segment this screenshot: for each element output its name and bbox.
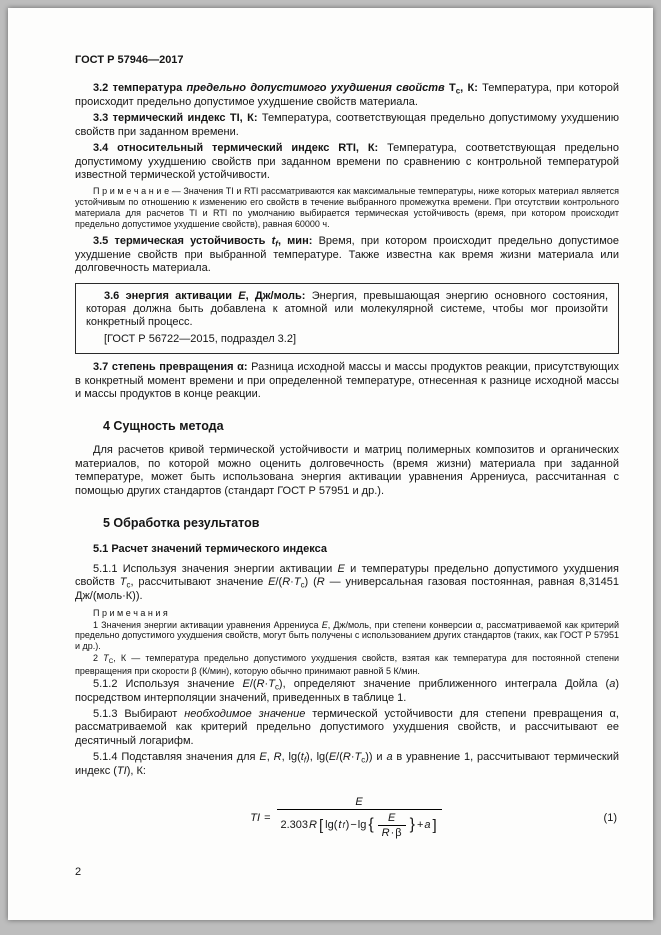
equation-inner-fraction	[378, 811, 406, 840]
minus-sign: −	[350, 819, 357, 832]
equation-number: (1)	[603, 811, 617, 824]
note-1-5-1-1: 1 Значения энергии активации уравнения Аррениуса E, Дж/моль, при степени конверсии α, рассматриваемой как критерий предельно допустимого ухудшения свойств, могут быть получены с использованием других стандартов (таких, как ГОСТ Р 57951 и др.).	[75, 619, 619, 652]
paragraph-5-1-2: 5.1.2 Используя значение $E/(R\cdot T_c)$, определяют значение приближенного интеграла Дойла (a) посредством интерполяции значений, приведенных в таблице 1.	[75, 677, 619, 704]
document-designation: ГОСТ Р 57946—2017	[75, 54, 184, 66]
plus-sign: +	[416, 819, 424, 832]
left-bracket: [	[318, 816, 324, 834]
section-5-heading: 5 Обработка результатов	[103, 515, 260, 530]
tf-symbol: t	[338, 819, 342, 832]
document-page	[8, 8, 653, 920]
right-bracket: ]	[432, 816, 437, 834]
equation-denominator	[277, 809, 442, 841]
boxed-definition-3-6	[75, 283, 619, 355]
equation-lhs: TI	[250, 811, 261, 824]
page-number: 2	[75, 866, 82, 878]
equation-numerator: E	[355, 795, 363, 808]
lg-operator: lg	[357, 819, 367, 832]
note-3-4: П р и м е ч а н и е — Значения TI и RTI рассматриваются как максимальные температуры, ниже которых материал является устойчивым по отношению к изменению его свойств в течение выбранного промежутка времени. При отсутствии контрольного материала для расчетов TI и RTI по умолчанию выбирается термическая устойчивость (время, при котором происходит предельно допустимое ухудшение свойств), равная 60000 ч.	[75, 186, 619, 229]
paragraph-5-1-3: 5.1.3 Выбирают необходимое значение термической устойчивости для степени превращения α, рассматриваемой как критерий предельно допустимого ухудшения свойств, и рассчитывают ее десятичный логарифм.	[75, 707, 619, 747]
equation-1	[75, 795, 619, 841]
denominator-coefficient: 2.303	[280, 819, 309, 832]
equation-1-body	[250, 795, 443, 841]
paragraph-5-1-1: 5.1.1 Используя значения энергии активации E и температуры предельно допустимого ухудшения свойств $T_с$, рассчитывают значение $E/(R\cdot T_c)$ (R — универсальная газовая постоянная, равная 8,31451 Дж/(моль·К)).	[75, 562, 620, 603]
inner-R: R	[381, 826, 390, 839]
tf-subscript: f	[342, 820, 345, 830]
paragraph-3-4: 3.4 относительный термический индекс RTI, К: Температура, соответствующая предельно допустимому ухудшению свойств при заданном времени по сравнению с контрольной температурой известной термической устойчивости.	[75, 142, 619, 182]
definition-3-6-source: [ГОСТ Р 56722—2015, подраздел 3.2]	[104, 332, 297, 345]
notes-title-5-1-1: П р и м е ч а н и я	[93, 607, 168, 618]
lg-tf-close: )	[345, 819, 350, 832]
paragraph-5-1-4: 5.1.4 Подставляя значения для E, R, $\lg(t_f)$, $\lg(E/(R\cdot T_c))$ и a в уравнение 1, рассчитывают термический индекс (TI), К:	[75, 751, 619, 778]
inner-dot: ·	[390, 826, 395, 839]
paragraph-3-3: 3.3 термический индекс TI, К: Температура, соответствующая предельно допустимому ухудшению свойств при заданном времени.	[75, 112, 619, 138]
right-brace: }	[409, 816, 415, 834]
paragraph-3-2: 3.2 температура предельно допустимого ухудшения свойств $Т_с$, К: Температура, при которой происходит предельно допустимое ухудшение свойств материала.	[75, 82, 619, 109]
note-2-5-1-1: 2 $T_C$, К — температура предельно допустимого ухудшения свойств, взятая как температура для постоянной степени превращения при скорости β (К/мин), которую обычно принимают равной 5 К/мин.	[75, 653, 619, 676]
left-brace: {	[368, 816, 374, 834]
paragraph-3-7: 3.7 степень превращения α: Разница исходной массы и массы продуктов реакции, присутствующих в конкретный момент времени и при определенной температуре, отнесенная к разнице исходной массы и массы продуктов в конце реакции.	[75, 361, 619, 400]
inner-numerator-E: E	[387, 811, 396, 824]
definition-3-6-text: 3.6 энергия активации E, Дж/моль: Энергия, превышающая энергию основного состояния, которая должна быть добавлена к атомной или молекулярной системе, чтобы мог произойти конкретный процесс.	[86, 289, 608, 329]
lg-tf-open: lg(	[325, 819, 338, 832]
section-4-heading: 4 Сущность метода	[103, 419, 224, 434]
paragraph-3-5: 3.5 термическая устойчивость $t_f$, мин: Время, при котором происходит предельно допустимое ухудшение свойств при выбранной температуре. Также известна как время жизни материала или долговечность материала.	[75, 234, 619, 275]
equation-equals: =	[264, 811, 271, 824]
denominator-R: R	[309, 819, 317, 832]
section-4-paragraph: Для расчетов кривой термической устойчивости и матриц полимерных композитов и органических материалов, по которой можно оценить долговечность (время жизни) материала при заданной температуре, может быть использована энергия активации уравнения Аррениуса, рассчитанная с помощью других стандартов (стандарт ГОСТ Р 57951 и др.).	[75, 444, 619, 497]
subsection-5-1-heading: 5.1 Расчет значений термического индекса	[93, 542, 327, 555]
equation-main-fraction	[277, 795, 442, 841]
a-symbol: a	[424, 819, 431, 832]
inner-beta: β	[395, 826, 402, 839]
